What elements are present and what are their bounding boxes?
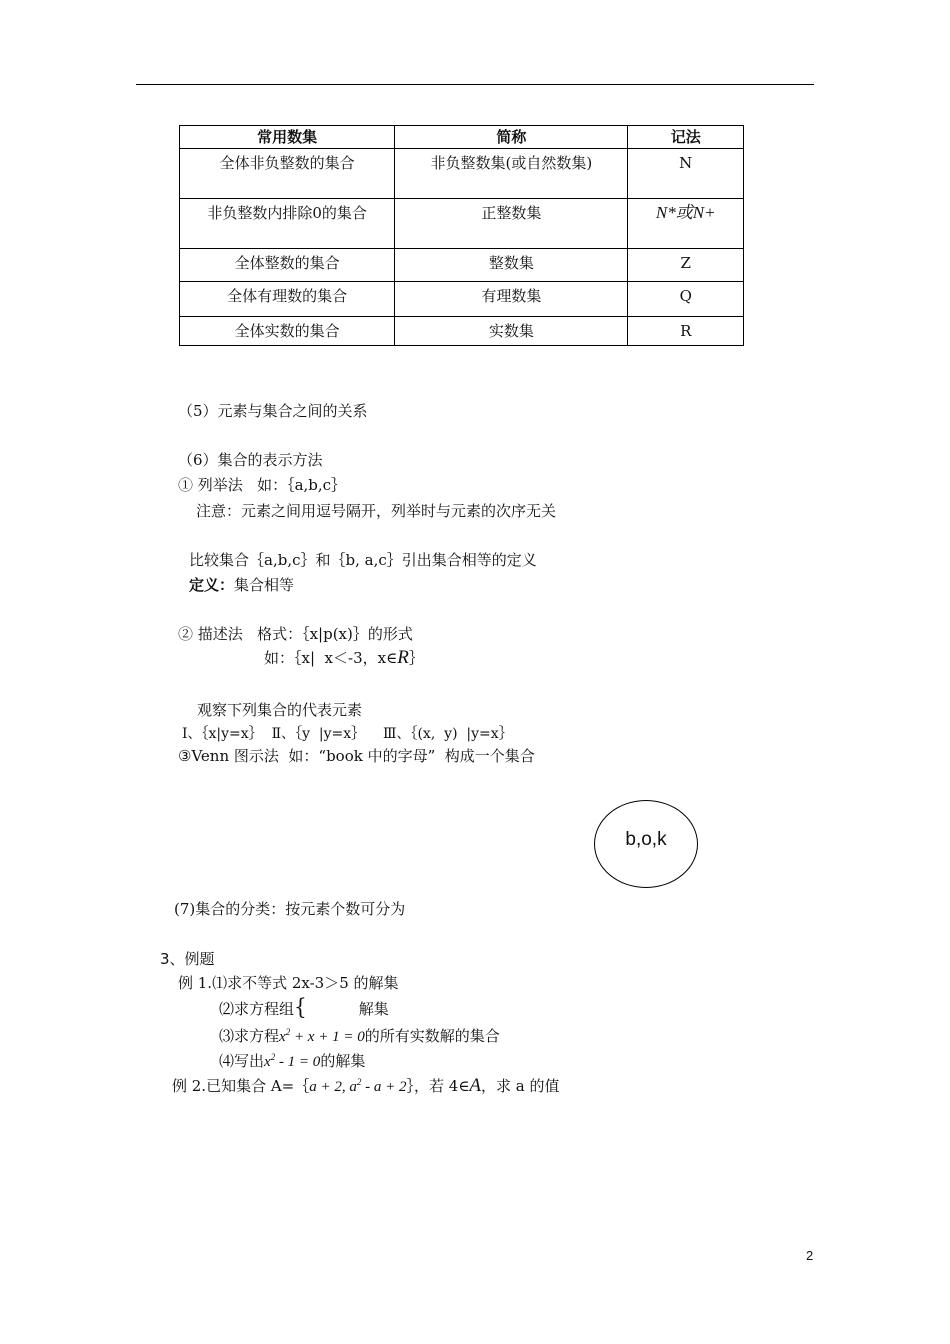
table-cell: 整数集: [395, 249, 628, 282]
method-list: ① 列举法 如：｛a,b,c｝: [178, 476, 347, 494]
venn-method-line: ③Venn 图示法 如：“book 中的字母” 构成一个集合: [178, 747, 535, 765]
roman-sets-line: Ⅰ、｛x|y=x｝ Ⅱ、｛y |y=x｝ Ⅲ、｛(x, y) |y=x｝: [182, 726, 513, 742]
table-cell: 实数集: [395, 317, 628, 346]
note-line: 注意：元素之间用逗号隔开，列举时与元素的次序无关: [196, 502, 557, 520]
table-row: [180, 282, 744, 317]
table-row: [180, 149, 744, 199]
set-elements-expression: a + 2, $a^2 - a + 2$: [309, 1077, 407, 1095]
table-row: [180, 249, 744, 282]
example-1-4-tail: 的解集: [320, 1052, 366, 1070]
description-example: [264, 647, 424, 669]
example-1-3: [219, 1021, 500, 1048]
definition-label: 定义：: [189, 576, 235, 594]
definition-line: [189, 574, 294, 596]
venn-label: b,o,k: [625, 829, 667, 850]
example-2-text: 例 2.已知集合 A=｛: [172, 1077, 310, 1095]
table-cell: N*或N+: [628, 199, 744, 249]
table-cell: Q: [628, 282, 744, 317]
description-example-text: 如：｛x| x＜-3，x: [264, 649, 387, 667]
table-cell: 非负整数内排除0的集合: [180, 199, 395, 249]
example-1-2: [219, 993, 389, 1022]
quadratic-expression-2: $x^2 - 1 = 0$: [264, 1052, 321, 1070]
header-cell: 简称: [395, 126, 628, 149]
example-1-3-text: ⑶求方程: [219, 1027, 280, 1045]
table-cell: 全体实数的集合: [180, 317, 395, 346]
example-2-mid: ｝，若 4: [406, 1077, 459, 1095]
example-1-2-tail: 解集: [358, 1000, 389, 1018]
set-a-symbol: A: [469, 1075, 482, 1096]
observe-line: 观察下列集合的代表元素: [197, 701, 363, 719]
example-1-4-text: ⑷写出: [219, 1052, 265, 1070]
example-2: [172, 1071, 560, 1098]
example-1-3-tail: 的所有实数解的集合: [364, 1027, 500, 1045]
example-1-2-text: ⑵求方程组: [219, 1000, 295, 1018]
table-cell: 非负整数集(或自然数集): [395, 149, 628, 199]
equation-system-brace: {: [294, 993, 307, 1021]
example-1-1: 例 1.⑴求不等式 2x-3＞5 的解集: [178, 974, 399, 992]
table-cell: 全体整数的集合: [180, 249, 395, 282]
section-5: （5）元素与集合之间的关系: [178, 402, 368, 420]
table-cell: Z: [628, 249, 744, 282]
table-row: [180, 317, 744, 346]
table-cell: 正整数集: [395, 199, 628, 249]
example-1-4: [219, 1046, 365, 1073]
table-cell: 有理数集: [395, 282, 628, 317]
table-header-row: [180, 126, 744, 149]
quadratic-expression: $x^2 + x + 1 = 0$: [279, 1027, 365, 1045]
table-cell: 全体有理数的集合: [180, 282, 395, 317]
section-7: (7)集合的分类：按元素个数可分为: [174, 900, 406, 918]
header-cell: 记法: [628, 126, 744, 149]
element-of-symbol-2: ∈: [458, 1077, 470, 1095]
examples-heading: 3、例题: [160, 950, 215, 968]
example-2-tail: ，求 a 的值: [481, 1077, 560, 1095]
page-number: 2: [806, 1248, 814, 1263]
table-cell: N: [628, 149, 744, 199]
element-of-symbol: ∈: [386, 649, 398, 667]
number-sets-table: [179, 125, 744, 346]
equation-system-icon: [307, 1000, 359, 1022]
definition-text: 集合相等: [234, 576, 295, 594]
closing-brace: ｝: [408, 649, 424, 667]
method-description: ② 描述法 格式：｛x|p(x)｝的形式: [178, 625, 413, 643]
table-row: [180, 199, 744, 249]
real-set-symbol: R: [397, 647, 409, 668]
header-rule: [136, 84, 814, 85]
table-cell: R: [628, 317, 744, 346]
table-cell: 全体非负整数的集合: [180, 149, 395, 199]
section-6: （6）集合的表示方法: [178, 451, 323, 469]
venn-diagram: [594, 800, 698, 888]
compare-line: 比较集合｛a,b,c｝和｛b, a,c｝引出集合相等的定义: [189, 551, 537, 569]
header-cell: 常用数集: [180, 126, 395, 149]
